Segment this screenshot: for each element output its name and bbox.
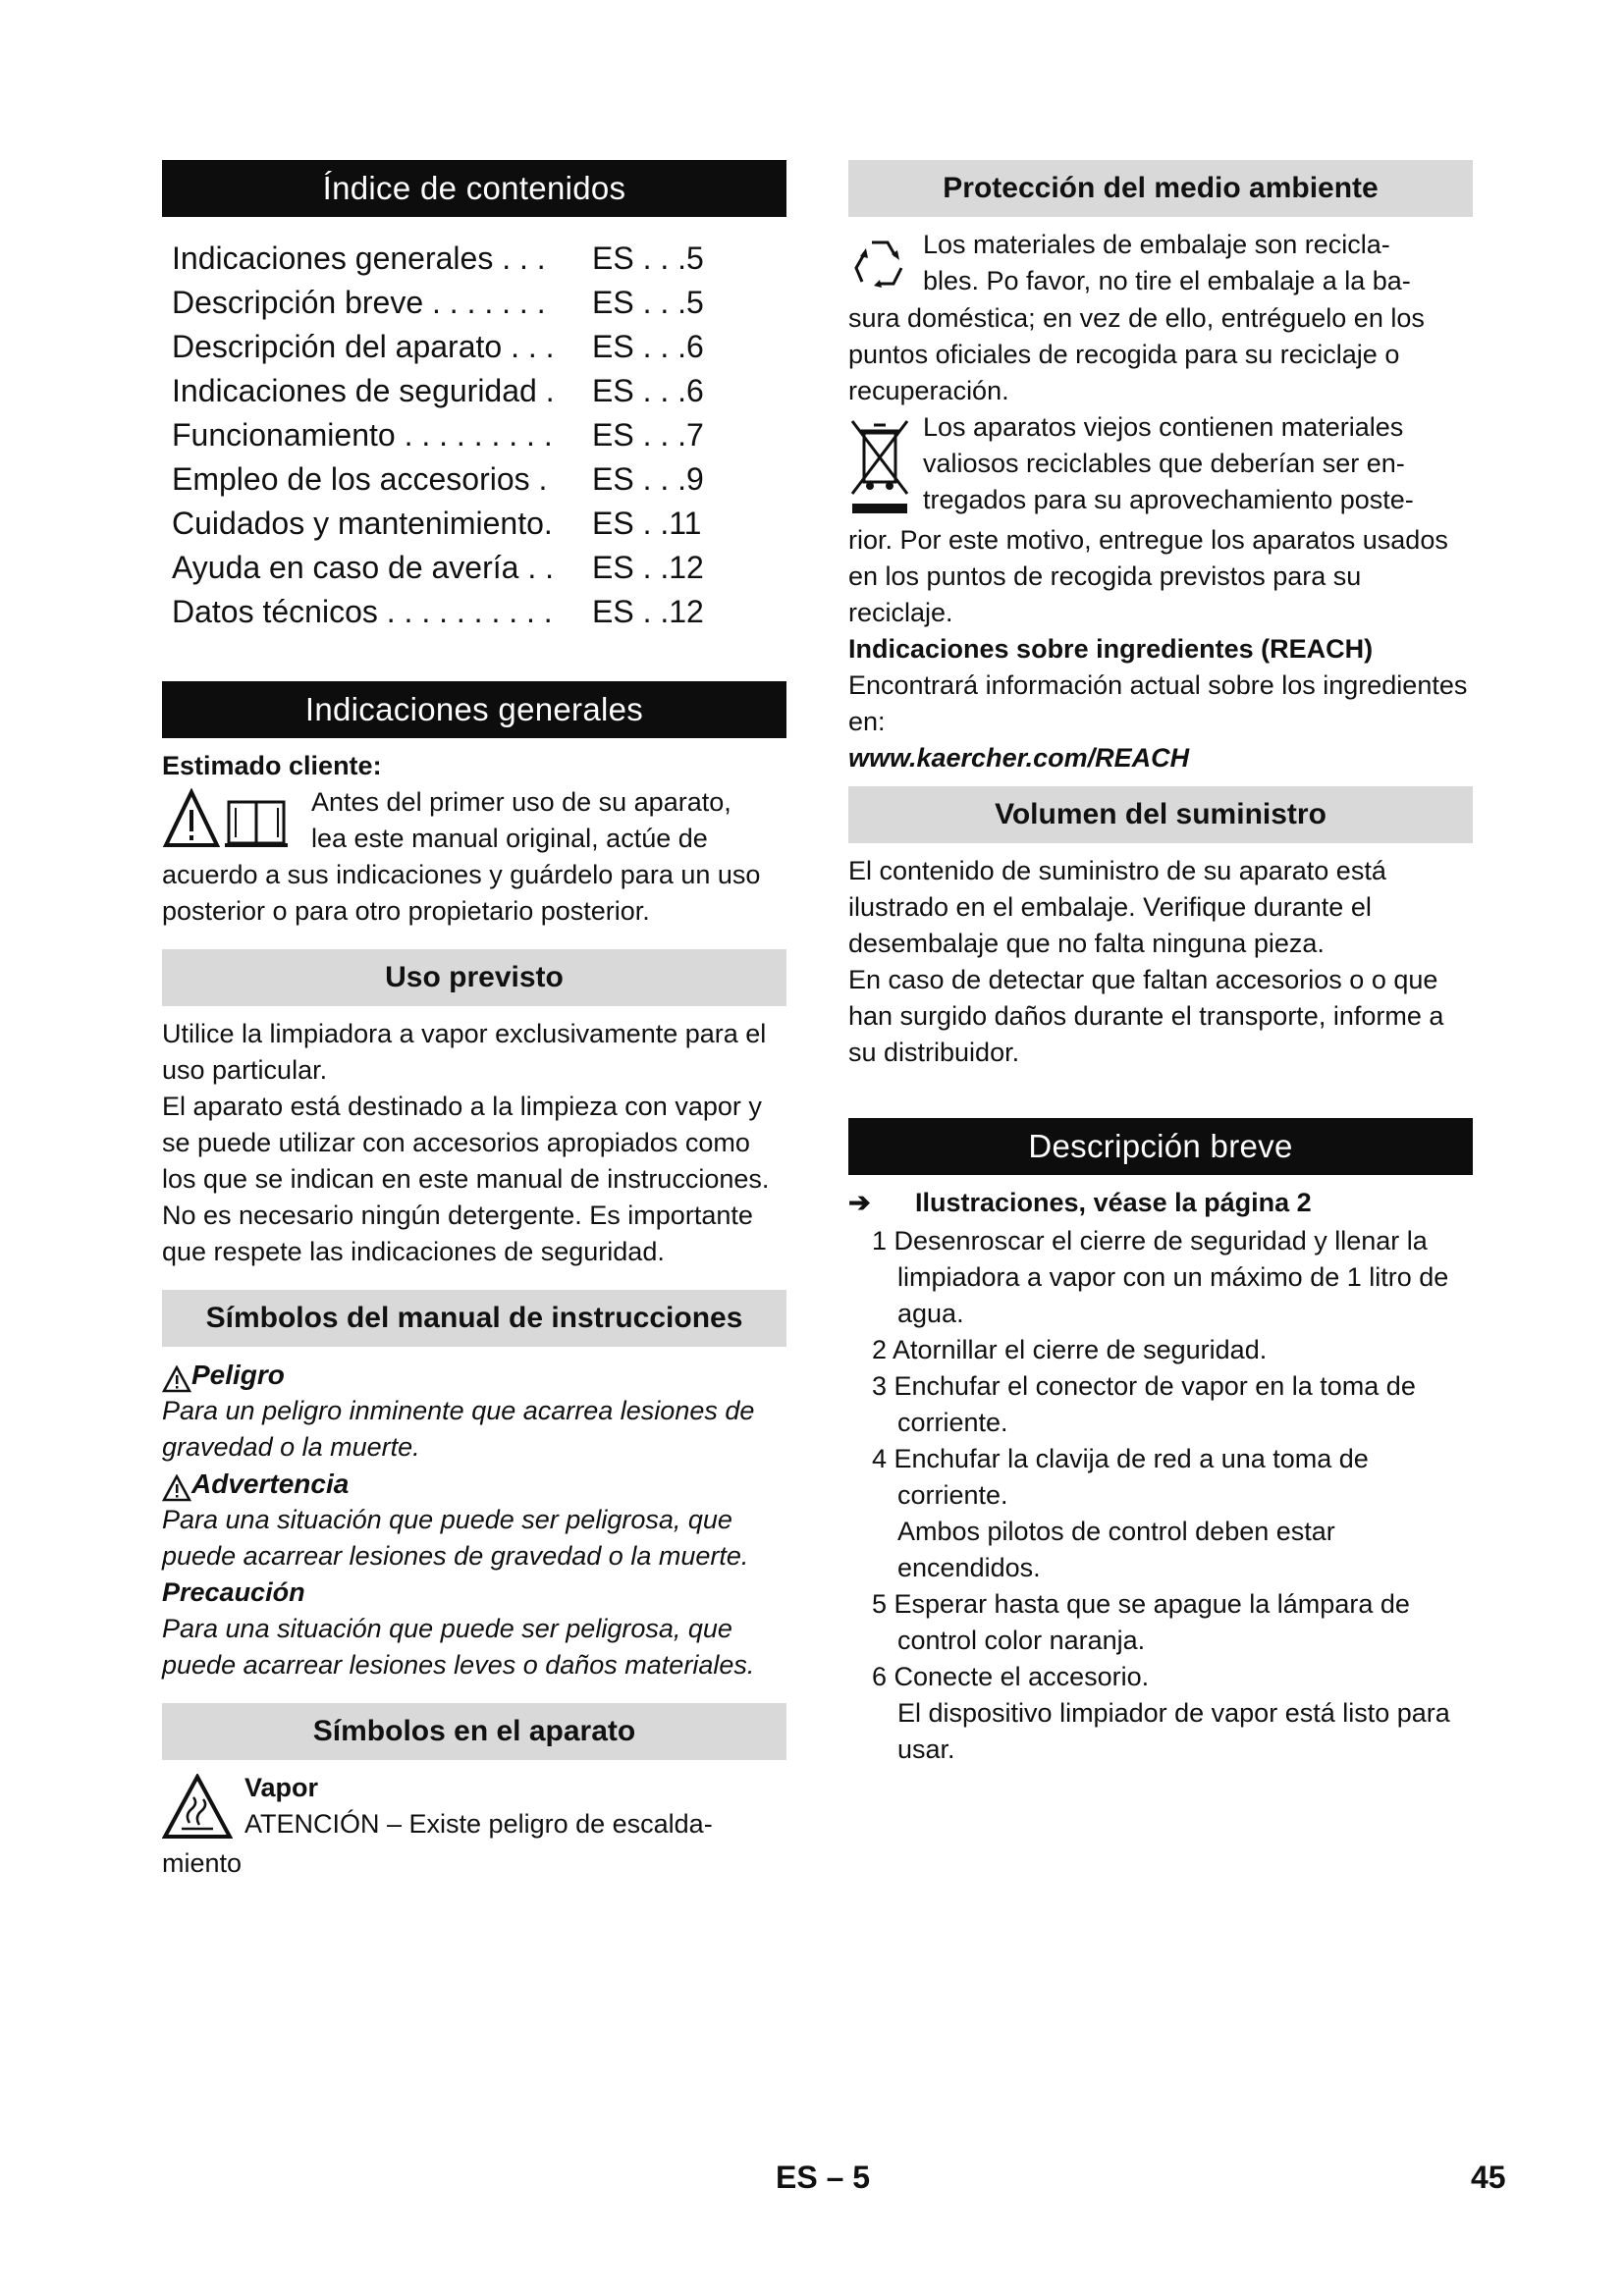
recycle-line-1: Los materiales de embalaje son recicla- [923,230,1390,259]
supply-paragraph-1: El contenido de suministro de su aparato está ilustrado en el embalaje. Verifique durante el desembalaje que no falta ninguna pieza. [848,856,1386,958]
right-column [848,160,1473,1768]
toc-entry-page: ES . .12 [592,550,704,585]
warning-triangle-icon [162,1365,191,1393]
toc-entry-page: ES . . .9 [592,461,704,497]
toc-entry-title: Indicaciones de seguridad . [172,373,555,408]
use-paragraph-2: El aparato está destinado a la limpieza con vapor y se puede utilizar con accesorios apropiados como los que se indican en este manual de instrucciones. No es necesario ningún detergente. Es importante que respete las indicaciones de seguridad. [162,1092,770,1266]
danger-text: Para un peligro inminente que acarrea lesiones de gravedad o la muerte. [162,1396,755,1462]
toc-entry-title: Cuidados y mantenimiento. [172,506,553,541]
danger-label: Peligro [191,1360,285,1390]
recycle-line-2: bles. Po favor, no tire el embalaje a la ba- [923,266,1411,295]
weee-line-3: tregados para su aprovechamiento poste- [923,485,1414,514]
toc-entry-title: Datos técnicos . . . . . . . . . . [172,594,553,629]
weee-line-2: valiosos reciclables que deberían ser en- [923,449,1405,478]
vapor-line-2: miento [162,1848,243,1878]
step-item: 3 Enchufar el conector de vapor en la toma de corriente. [872,1371,1416,1437]
reach-link[interactable]: www.kaercher.com/REACH [848,743,1190,773]
footer-section-label: ES – 5 [776,2160,871,2195]
intro-block [162,784,786,930]
weee-block [848,409,1473,631]
toc-row[interactable] [172,502,786,546]
left-column [162,160,786,1882]
warning-label-row [162,1466,786,1502]
toc-heading: Índice de contenidos [162,160,786,217]
step-item: 4 Enchufar la clavija de red a una toma de corriente. [872,1444,1369,1510]
toc-entry-title: Descripción del aparato . . . [172,329,555,364]
illustrations-ref [848,1185,1473,1221]
toc-entry-page: ES . . .6 [592,329,704,364]
step-item: 6 Conecte el accesorio. [872,1662,1150,1691]
intro-line-2: lea este manual original, actúe de [311,824,708,853]
page-number: 45 [1471,2160,1506,2195]
step-note: Ambos pilotos de control deben estar encendidos. [897,1517,1335,1582]
greeting: Estimado cliente: [162,751,382,780]
toc-entry-page: ES . .11 [592,506,702,541]
symbols-manual-heading: Símbolos del manual de instrucciones [162,1290,786,1347]
intro-line-1: Antes del primer uso de su aparato, [311,787,731,817]
toc-entry-page: ES . . .5 [592,240,704,276]
table-of-contents [172,237,786,634]
warning-manual-icon [162,788,299,854]
warning-text: Para una situación que puede ser peligrosa, que puede acarrear lesiones de gravedad o la muerte. [162,1505,749,1571]
symbols-device-heading: Símbolos en el aparato [162,1703,786,1760]
recycle-rest: sura doméstica; en vez de ello, entréguelo en los puntos oficiales de recogida para su reciclaje o recuperación. [848,303,1425,405]
general-heading: Indicaciones generales [162,681,786,738]
toc-row[interactable] [172,237,786,281]
step-item: 1 Desenroscar el cierre de seguridad y llenar la limpiadora a vapor con un máximo de 1 litro de agua. [872,1226,1449,1328]
vapor-line-1: ATENCIÓN – Existe peligro de escalda- [244,1809,713,1839]
weee-rest: rior. Por este motivo, entregue los aparatos usados en los puntos de recogida previstos para su reciclaje. [848,525,1448,627]
step-item: 5 Esperar hasta que se apague la lámpara de control color naranja. [872,1589,1410,1655]
environment-heading: Protección del medio ambiente [848,160,1473,217]
warning-label: Advertencia [191,1468,350,1499]
toc-row[interactable] [172,369,786,413]
recycle-block [848,227,1473,409]
step-item: 2 Atornillar el cierre de seguridad. [872,1335,1268,1364]
illustrations-text: Ilustraciones, véase la página 2 [915,1188,1312,1217]
toc-entry-page: ES . . .6 [592,373,704,408]
toc-entry-page: ES . . .5 [592,285,704,320]
toc-entry-page: ES . . .7 [592,417,704,453]
crossed-bin-icon [848,415,911,522]
toc-entry-title: Funcionamiento . . . . . . . . . [172,417,553,453]
toc-row[interactable] [172,413,786,457]
toc-entry-title: Empleo de los accesorios . [172,461,548,497]
caution-text: Para una situación que puede ser peligrosa, que puede acarrear lesiones leves o daños materiales. [162,1614,755,1680]
toc-row[interactable] [172,590,786,634]
recycle-icon [848,233,911,300]
toc-row[interactable] [172,281,786,325]
supply-heading: Volumen del suministro [848,786,1473,843]
toc-entry-title: Ayuda en caso de avería . . [172,550,554,585]
steam-warning-icon [162,1774,233,1845]
brief-heading: Descripción breve [848,1118,1473,1175]
arrow-right-icon: ➔ [848,1188,871,1217]
reach-title: Indicaciones sobre ingredientes (REACH) [848,634,1374,664]
steps-list [848,1223,1473,1768]
toc-row[interactable] [172,457,786,502]
intro-rest: acuerdo a sus indicaciones y guárdelo para un uso posterior o para otro propietario posterior. [162,860,761,926]
toc-entry-page: ES . .12 [592,594,704,629]
toc-entry-title: Indicaciones generales . . . [172,240,546,276]
weee-line-1: Los aparatos viejos contienen materiales [923,412,1404,442]
toc-entry-title: Descripción breve . . . . . . . [172,285,546,320]
step-note: El dispositivo limpiador de vapor está listo para usar. [897,1698,1450,1764]
toc-row[interactable] [172,325,786,369]
reach-text: Encontrará información actual sobre los ingredientes en: [848,670,1468,736]
vapor-label: Vapor [244,1773,319,1802]
use-heading: Uso previsto [162,949,786,1006]
toc-row[interactable] [172,546,786,590]
use-paragraph-1: Utilice la limpiadora a vapor exclusivamente para el uso particular. [162,1019,767,1085]
vapor-block [162,1770,786,1882]
warning-triangle-icon [162,1474,191,1502]
supply-paragraph-2: En caso de detectar que faltan accesorios o o que han surgido daños durante el transporte, informe a su distribuidor. [848,965,1444,1067]
danger-label-row [162,1357,786,1393]
caution-label: Precaución [162,1577,305,1607]
